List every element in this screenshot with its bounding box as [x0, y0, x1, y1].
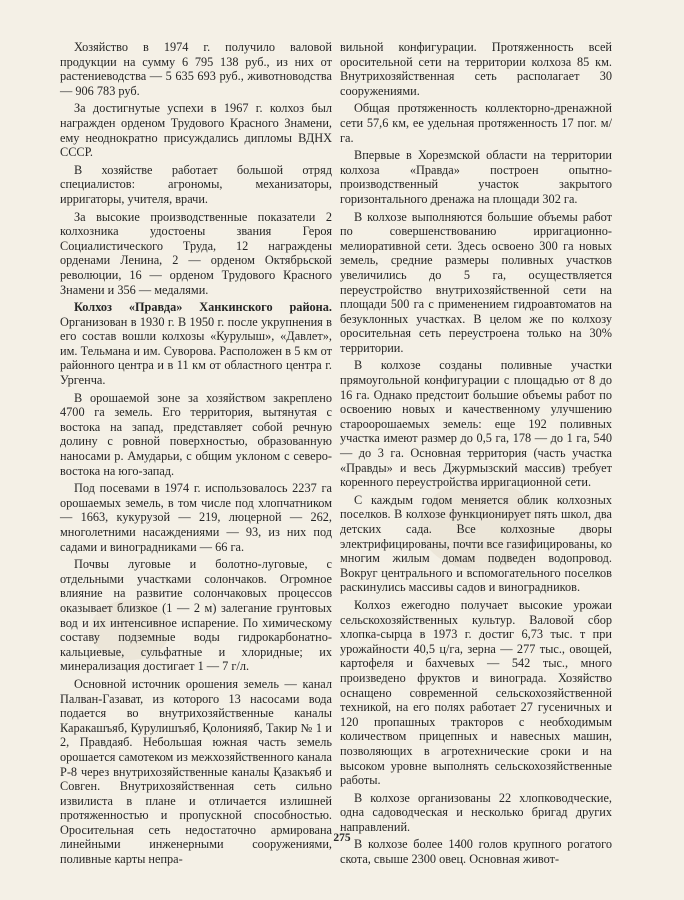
section-heading: Колхоз «Правда» Ханкинского района.: [74, 300, 332, 315]
paragraph: За высокие производственные показатели 2 колхозника удостоены звания Героя Социалистического Труда, 12 награждены орденами Ленина, 2 — орденом Октябрьской революции, 16 — орденом Трудового Красного Знамени и 356 — медалями.: [60, 209, 332, 297]
paragraph: В орошаемой зоне за хозяйством закреплено 4700 га земель. Его территория, вытянутая с востока на запад, представляет собой речную долину с ровной поверхностью, образованную наносами р. Амударьи, с общим уклоном с северо-востока на юго-запад.: [60, 390, 332, 478]
paragraph: В колхозе более 1400 голов крупного рогатого скота, свыше 2300 овец. Основная живот-: [340, 837, 612, 867]
page-number: 275: [333, 832, 351, 844]
paragraph: В хозяйстве работает большой отряд специалистов: агрономы, механизаторы, ирригаторы, учителя, врачи.: [60, 162, 332, 206]
paragraph: Колхоз ежегодно получает высокие урожаи сельскохозяйственных культур. Валовой сбор хлопка-сырца в 1973 г. достиг 6,73 тыс. т при урожайности 40,5 ц/га, зерна — 277 тыс., овощей, картофеля и бахчевых — 542 тыс., много произведено фруктов и винограда. Хозяйство оснащено современной сельскохозяйственной техникой, на его полях работает 27 гусеничных и 120 пропашных тракторов с необходимым количеством прицепных и навесных машин, позволяющих в агротехнические сроки и на высоком уровне выполнять сельскохозяйственные работы.: [340, 597, 612, 788]
paragraph: Под посевами в 1974 г. использовалось 2237 га орошаемых земель, в том числе под хлопчатником — 1663, кукурузой — 219, люцерной — 262, многолетними насаждениями — 93, из них под садами и виноградниками — 66 га.: [60, 481, 332, 554]
paragraph: Хозяйство в 1974 г. получило валовой продукции на сумму 6 795 138 руб., из них от растениеводства — 5 635 693 руб., животноводства — 906 783 руб.: [60, 40, 332, 98]
paragraph: С каждым годом меняется облик колхозных поселков. В колхозе функционирует пять школ, два детских сада. Все колхозные дворы электрифицированы, почти все газифицированы, ко многим жилым домам подведен водопровод. Вокруг центрального и вспомогательного поселков раскинулись массивы садов и виноградников.: [340, 492, 612, 595]
right-column: [340, 40, 612, 870]
paragraph: вильной конфигурации. Протяженность всей оросительной сети на территории колхоза 85 км. Внутрихозяйственная сеть располагает 30 сооружениями.: [340, 40, 612, 98]
paragraph: В колхозе организованы 22 хлопководческие, одна садоводческая и несколько бригад других направлений.: [340, 790, 612, 834]
paragraph: [60, 300, 332, 388]
left-column: [60, 40, 332, 870]
paragraph: Общая протяженность коллекторно-дренажной сети 57,6 км, ее удельная протяженность 17 пог. м/га.: [340, 101, 612, 145]
paragraph-text: Организован в 1930 г. В 1950 г. после укрупнения в его состав вошли колхозы «Курулыш», «Давлет», им. Тельмана и им. Суворова. Расположен в 5 км от районного центра и в 11 км от областного центра г. Ургенча.: [60, 314, 332, 388]
paragraph: В колхозе выполняются большие объемы работ по совершенствованию ирригационно-мелиоративной сети. Здесь освоено 300 га новых земель, средние размеры поливных участков увеличились до 5 га, осуществляется переустройство внутрихозяйственной сети на площади 500 га с применением гидроавтоматов на безуклонных участках. В целом же по колхозу оросительная сеть переустроена только на 30% территории.: [340, 209, 612, 355]
paragraph: За достигнутые успехи в 1967 г. колхоз был награжден орденом Трудового Красного Знамени, ему неоднократно присуждались дипломы ВДНХ СССР.: [60, 101, 332, 160]
paragraph: Впервые в Хорезмской области на территории колхоза «Правда» построен опытно-производственный участок закрытого горизонтального дренажа на площади 302 га.: [340, 148, 612, 206]
paragraph: Почвы луговые и болотно-луговые, с отдельными участками солончаков. Огромное влияние на развитие солончаковых процессов оказывает близкое (1 — 2 м) залегание грунтовых вод и их интенсивное испарение. По химическому составу подземные воды гидрокарбонатно-кальциевые, сульфатные и хлоридные; их минерализация достигает 1 — 7 г/л.: [60, 557, 332, 674]
paragraph: В колхозе созданы поливные участки прямоугольной конфигурации с площадью от 8 до 16 га. Однако предстоит большие объемы работ по освоению новых и качественному улучшению староорошаемых земель: еще 192 поливных участка имеют размер до 0,5 га, 178 — до 1 га, 540 — до 3 га. Основная территория (часть участка «Правды» и весь Джурмызский массив) требует коренного переустройства ирригационной сети.: [340, 358, 612, 490]
paragraph: Основной источник орошения земель — канал Палван-Газават, из которого 13 насосами вода подается во внутрихозяйственные каналы Каракашъяб, Курулишъяб, Қолонияяб, Такир № 1 и 2, Правдаяб. Небольшая южная часть земель орошается самотеком из межхозяйственного канала Р-8 через внутрихозяйственные каналы Қазакъяб и Совген. Внутрихозяйственная сеть сильно извилиста в плане и отличается излишней протяженностью и пропускной способностью. Оросительная сеть недостаточно армирована линейными инженерными сооружениями, поливные карты непра-: [60, 676, 332, 867]
